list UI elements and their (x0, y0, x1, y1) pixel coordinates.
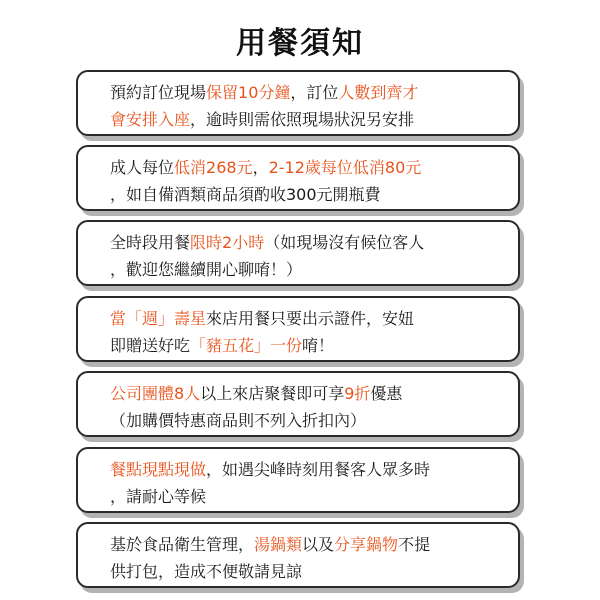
notice-card-7 (76, 522, 520, 588)
highlighted-text: 限時2小時 (190, 233, 265, 252)
highlighted-text: 餐點現點現做 (110, 460, 207, 479)
notice-line (110, 181, 506, 208)
notice-line (110, 456, 506, 483)
notice-text: ，如遇尖峰時刻用餐客人眾多時 (206, 460, 431, 479)
highlighted-text: 當「週」壽星 (110, 309, 207, 328)
highlighted-text: 湯鍋類 (254, 535, 303, 554)
notice-text: 來店用餐只要出示證件，安妞 (206, 309, 415, 328)
highlighted-text: 人數到齊才 (338, 83, 419, 102)
notice-line (110, 558, 506, 585)
highlighted-text: 低消268元 (174, 158, 253, 177)
notice-text: 以上來店聚餐即可享 (200, 384, 345, 403)
notice-card-6 (76, 447, 520, 513)
notice-text: （加購價特惠商品則不列入折扣內） (110, 411, 367, 430)
page-title: 用餐須知 (236, 26, 364, 61)
notice-text: 即贈送好吃 (110, 336, 191, 355)
notice-line (110, 154, 506, 181)
notice-line (110, 380, 506, 407)
notice-text: 預約訂位現場 (110, 83, 207, 102)
notice-line (110, 305, 506, 332)
highlighted-text: 2-12歲每位低消80元 (268, 158, 422, 177)
notice-text: 以及 (302, 535, 335, 554)
notice-text: 成人每位 (110, 158, 175, 177)
notice-card-4 (76, 296, 520, 362)
notice-line (110, 483, 506, 510)
notice-text: 供打包，造成不便敬請見諒 (110, 562, 303, 581)
notice-text: ，訂位 (290, 83, 339, 102)
notice-text: 優惠 (370, 384, 403, 403)
notice-card-1 (76, 70, 520, 136)
highlighted-text: 會安排入座 (110, 110, 191, 129)
notice-card-3 (76, 220, 520, 286)
highlighted-text: 「豬五花」一份 (190, 336, 303, 355)
highlighted-text: 公司團體8人 (110, 384, 201, 403)
notice-text: ， (252, 158, 269, 177)
notice-text: 基於食品衛生管理， (110, 535, 255, 554)
highlighted-text: 9折 (344, 384, 371, 403)
notice-line (110, 79, 506, 106)
notice-text: 全時段用餐 (110, 233, 191, 252)
notice-text: ，請耐心等候 (110, 487, 207, 506)
notice-line (110, 256, 506, 283)
notice-text: （如現場沒有候位客人 (264, 233, 425, 252)
notice-line (110, 407, 506, 434)
notice-line (110, 106, 506, 133)
notice-text: ，逾時則需依照現場狀況另安排 (190, 110, 415, 129)
notice-line (110, 229, 506, 256)
notice-text: ，如自備酒類商品須酌收300元開瓶費 (110, 185, 381, 204)
notice-text: 不提 (398, 535, 431, 554)
notice-card-2 (76, 145, 520, 211)
notice-text: ，歡迎您繼續開心聊唷！） (110, 260, 303, 279)
highlighted-text: 分享鍋物 (334, 535, 399, 554)
highlighted-text: 保留10分鐘 (206, 83, 291, 102)
notice-line (110, 332, 506, 359)
notice-card-5 (76, 371, 520, 437)
notice-text: 唷！ (302, 336, 335, 355)
notice-line (110, 531, 506, 558)
